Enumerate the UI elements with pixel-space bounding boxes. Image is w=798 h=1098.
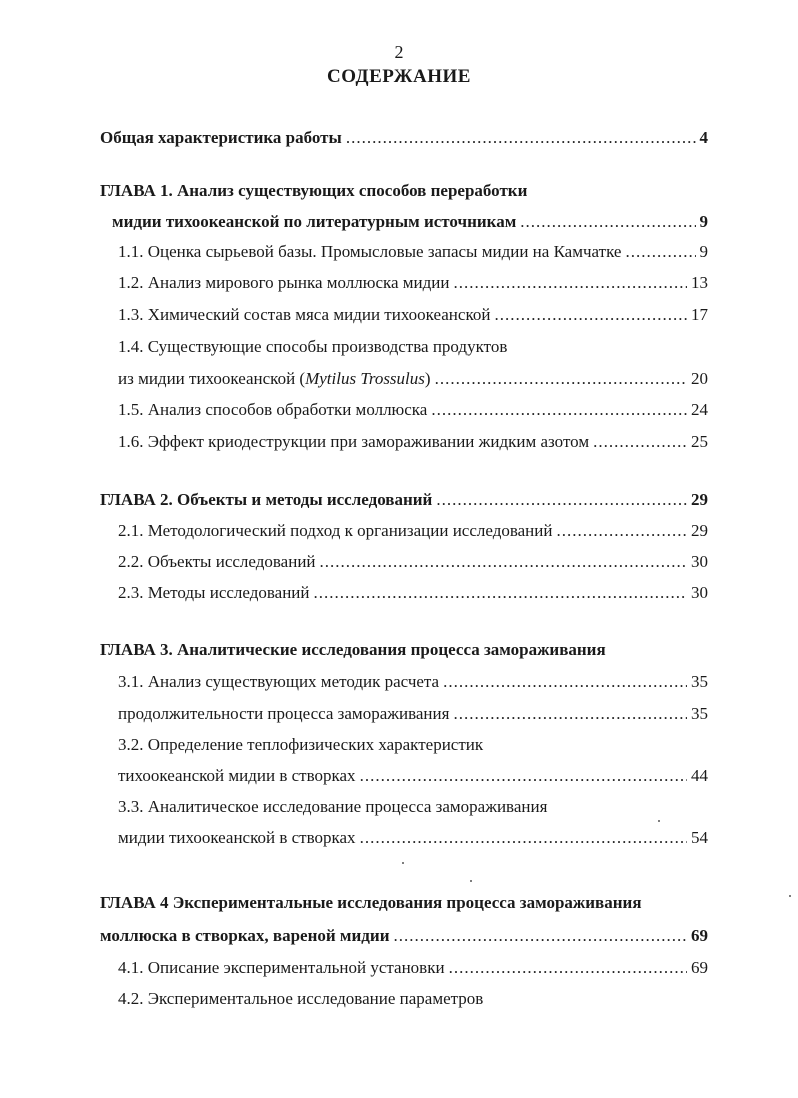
toc-section-3-2-cont — [118, 764, 708, 788]
leader-dots — [556, 519, 687, 543]
leader-dots — [435, 367, 687, 391]
toc-section-2-1 — [118, 519, 708, 543]
toc-page-number: 69 — [691, 958, 708, 977]
toc-page-number: 17 — [691, 305, 708, 324]
toc-page-number: 9 — [699, 212, 708, 231]
toc-section-4-1 — [118, 956, 708, 980]
toc-page-number: 29 — [691, 521, 708, 540]
toc-entry-text: мидии тихоокеанской в створках — [118, 828, 356, 847]
toc-section-1-4 — [118, 335, 708, 359]
toc-entry-text: 1.3. Химический состав мяса мидии тихоокеанской — [118, 305, 491, 324]
toc-page-number: 35 — [691, 672, 708, 691]
toc-page-number: 25 — [691, 432, 708, 451]
toc-page-number: 4 — [699, 128, 708, 147]
toc-section-3-2 — [118, 733, 708, 757]
toc-section-3-1 — [118, 670, 708, 694]
toc-section-2-2 — [118, 550, 708, 574]
leader-dots — [431, 398, 687, 422]
toc-entry-text: ГЛАВА 3. Аналитические исследования процесса замораживания — [100, 640, 606, 659]
toc-page-number: 9 — [699, 242, 708, 261]
toc-chapter-1-heading-cont — [112, 210, 708, 234]
toc-entry-text: 3.2. Определение теплофизических характеристик — [118, 735, 484, 754]
leader-dots — [346, 126, 696, 150]
toc-section-1-1 — [118, 240, 708, 264]
toc-page-number: 69 — [691, 926, 708, 945]
toc-entry-text: 1.4. Существующие способы производства продуктов — [118, 337, 508, 356]
toc-entry-text: ГЛАВА 1. Анализ существующих способов переработки — [100, 181, 528, 200]
toc-entry-text: тихоокеанской мидии в створках — [118, 766, 356, 785]
leader-dots — [360, 764, 687, 788]
toc-page-number: 29 — [691, 490, 708, 509]
leader-dots — [394, 924, 688, 948]
leader-dots — [314, 581, 687, 605]
toc-chapter-2-heading — [100, 488, 708, 512]
toc-page-number: 20 — [691, 369, 708, 388]
toc-section-1-3 — [118, 303, 708, 327]
page-number: 2 — [394, 42, 404, 62]
scan-speck — [402, 862, 404, 864]
toc-entry-text: продолжительности процесса замораживания — [118, 704, 450, 723]
toc-entry-text: Общая характеристика работы — [100, 128, 342, 147]
page-title: СОДЕРЖАНИЕ — [327, 66, 471, 87]
toc-entry-text: 2.1. Методологический подход к организации исследований — [118, 521, 553, 540]
leader-dots — [320, 550, 687, 574]
toc-section-4-2 — [118, 987, 708, 1011]
leader-dots — [593, 430, 687, 454]
leader-dots — [443, 670, 687, 694]
scan-speck — [470, 880, 472, 882]
leader-dots — [453, 702, 687, 726]
toc-chapter-4-heading — [100, 891, 708, 915]
toc-entry-intro — [100, 126, 708, 150]
toc-chapter-3-heading — [100, 638, 708, 662]
toc-entry-text: 2.3. Методы исследований — [118, 583, 310, 602]
toc-page-number: 24 — [691, 400, 708, 419]
toc-section-2-3 — [118, 581, 708, 605]
toc-entry-text: 1.2. Анализ мирового рынка моллюска мидии — [118, 273, 450, 292]
toc-entry-text: ГЛАВА 2. Объекты и методы исследований — [100, 490, 433, 509]
toc-entry-text: 2.2. Объекты исследований — [118, 552, 316, 571]
toc-page-number: 54 — [691, 828, 708, 847]
toc-entry-text: 3.3. Аналитическое исследование процесса замораживания — [118, 797, 548, 816]
species-name: Mytilus Trossulus — [305, 369, 425, 388]
toc-page-number: 35 — [691, 704, 708, 723]
toc-section-3-3-cont — [118, 826, 708, 850]
toc-entry-text: моллюска в створках, вареной мидии — [100, 926, 390, 945]
toc-entry-text: 4.1. Описание экспериментальной установки — [118, 958, 445, 977]
leader-dots — [360, 826, 687, 850]
toc-section-1-5 — [118, 398, 708, 422]
toc-page-number: 44 — [691, 766, 708, 785]
toc-page-number: 30 — [691, 583, 708, 602]
scan-speck — [658, 820, 660, 822]
toc-section-3-3 — [118, 795, 708, 819]
toc-chapter-1-heading — [100, 179, 708, 203]
toc-entry-text: 1.1. Оценка сырьевой базы. Промысловые запасы мидии на Камчатке — [118, 242, 622, 261]
toc-entry-text — [118, 367, 431, 391]
toc-entry-text: ГЛАВА 4 Экспериментальные исследования процесса замораживания — [100, 893, 642, 912]
leader-dots — [436, 488, 687, 512]
toc-entry-text: мидии тихоокеанской по литературным источникам — [112, 212, 517, 231]
leader-dots — [625, 240, 695, 264]
toc-entry-text: 1.5. Анализ способов обработки моллюска — [118, 400, 428, 419]
leader-dots — [494, 303, 687, 327]
toc-section-1-4-cont — [118, 367, 708, 391]
toc-section-1-6 — [118, 430, 708, 454]
toc-section-3-1-cont — [118, 702, 708, 726]
leader-dots — [449, 956, 687, 980]
toc-entry-text: 4.2. Экспериментальное исследование параметров — [118, 989, 484, 1008]
toc-chapter-4-heading-cont — [100, 924, 708, 948]
text-part: из мидии тихоокеанской ( — [118, 369, 306, 388]
toc-entry-text: 1.6. Эффект криодеструкции при замораживании жидким азотом — [118, 432, 590, 451]
leader-dots — [454, 271, 688, 295]
toc-entry-text: 3.1. Анализ существующих методик расчета — [118, 672, 440, 691]
scan-speck — [789, 895, 791, 897]
toc-section-1-2 — [118, 271, 708, 295]
toc-page-number: 30 — [691, 552, 708, 571]
leader-dots — [520, 210, 695, 234]
toc-page-number: 13 — [691, 273, 708, 292]
text-part: ) — [424, 369, 431, 388]
